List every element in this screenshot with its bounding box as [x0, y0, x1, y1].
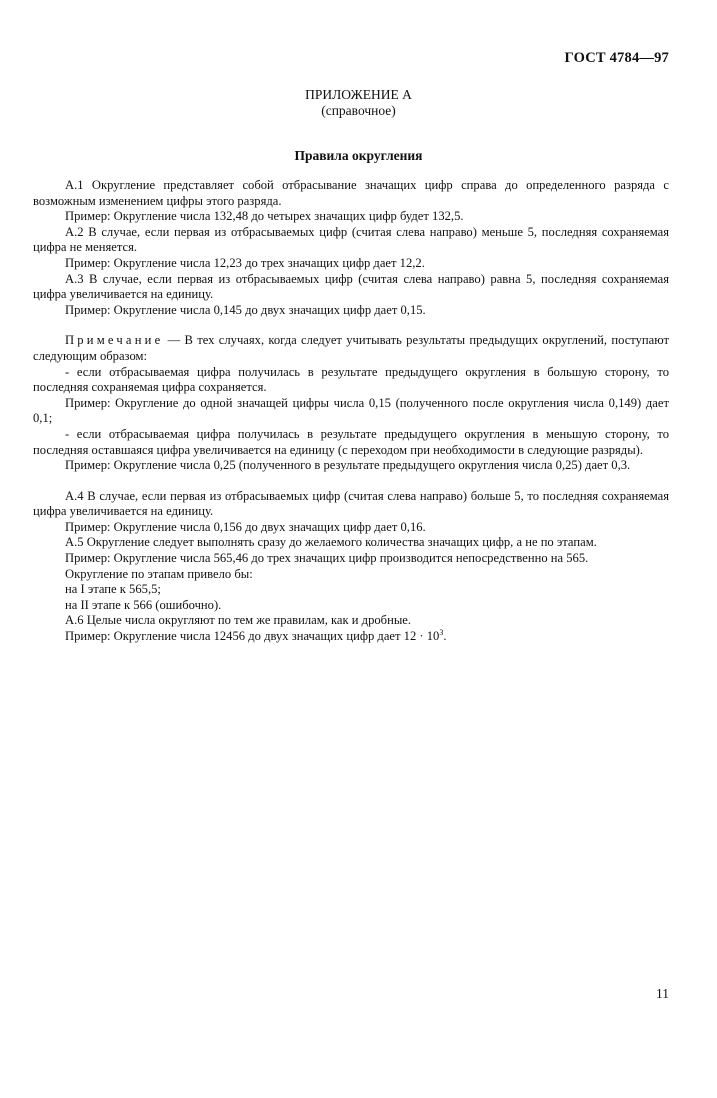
appendix-subtitle: (справочное) — [321, 103, 396, 118]
paragraph-a3-example: Пример: Округление числа 0,145 до двух значащих цифр дает 0,15. — [65, 302, 426, 317]
appendix-title: ПРИЛОЖЕНИЕ А — [305, 87, 412, 102]
paragraph-a3: А.3 В случае, если первая из отбрасываемых цифр (считая слева направо) равна 5, последняя сохраняемая цифра увеличивается на единицу. — [33, 271, 669, 302]
note-item-2-example: Пример: Округление числа 0,25 (полученного в результате предыдущего округления числа 0,25) дает 0,3. — [65, 458, 631, 473]
document-code: ГОСТ 4784—97 — [564, 50, 669, 66]
paragraph-a2-example: Пример: Округление числа 12,23 до трех значащих цифр дает 12,2. — [65, 255, 425, 270]
note-item-2: - если отбрасываемая цифра получилась в результате предыдущего округления в меньшую сторону, то последняя оставшаяся цифра увеличивается на единицу (с переходом при необходимости в следующие разряды). — [33, 426, 669, 457]
paragraph-a5-stage-1: на I этапе к 565,5; — [65, 582, 161, 597]
paragraph-a4: А.4 В случае, если первая из отбрасываемых цифр (считая слева направо) больше 5, то последняя сохраняемая цифра увеличивается на единицу. — [33, 488, 669, 519]
a6-example-text: Пример: Округление числа 12456 до двух значащих цифр дает 12 · 10 — [65, 629, 440, 644]
note-text: — В тех случаях, когда следует учитывать результаты предыдущих округлений, поступают следующим образом: — [33, 333, 669, 363]
paragraph-a5-stage-2: на II этапе к 566 (ошибочно). — [65, 597, 222, 612]
a6-example-end: . — [443, 629, 447, 644]
paragraph-a4-example: Пример: Округление числа 0,156 до двух значащих цифр дает 0,16. — [65, 519, 426, 534]
page-number: 11 — [656, 986, 669, 1001]
document-body — [33, 178, 669, 645]
paragraph-a6-example — [33, 629, 669, 645]
a6-example-exponent: 3 — [439, 628, 444, 638]
paragraph-a1: А.1 Округление представляет собой отбрасывание значащих цифр справа до определенного разряда с возможным изменением цифры этого разряда. — [33, 178, 669, 208]
note-label: Примечание — [65, 333, 164, 348]
note-paragraph — [33, 333, 669, 364]
paragraph-a5: А.5 Округление следует выполнять сразу до желаемого количества значащих цифр, а не по этапам. — [65, 535, 597, 550]
note-item-1-example: Пример: Округление до одной значащей цифры числа 0,15 (полученного после округления числа 0,149) дает 0,1; — [33, 395, 669, 426]
paragraph-a5-stages-intro: Округление по этапам привело бы: — [65, 566, 253, 581]
paragraph-a2: А.2 В случае, если первая из отбрасываемых цифр (считая слева направо) меньше 5, последняя сохраняемая цифра не меняется. — [33, 224, 669, 255]
paragraph-a5-example: Пример: Округление числа 565,46 до трех значащих цифр производится непосредственно на 565. — [65, 551, 589, 566]
paragraph-a6: А.6 Целые числа округляют по тем же правилам, как и дробные. — [65, 613, 412, 628]
section-title: Правила округления — [294, 148, 423, 163]
note-item-1: - если отбрасываемая цифра получилась в результате предыдущего округления в большую сторону, то последняя сохраняемая цифра сохраняется. — [33, 364, 669, 395]
paragraph-a1-example: Пример: Округление числа 132,48 до четырех значащих цифр будет 132,5. — [65, 209, 464, 224]
